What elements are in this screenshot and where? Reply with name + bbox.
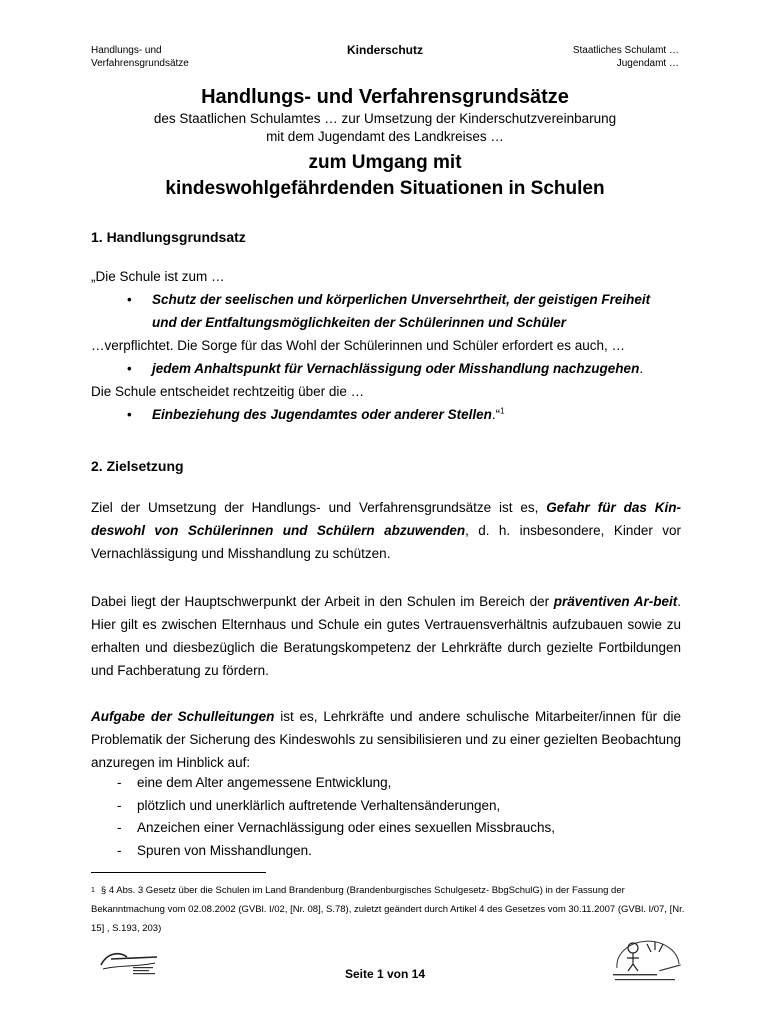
document-subtitle-line1: des Staatlichen Schulamtes … zur Umsetzung der Kinderschutzvereinbarung [153, 111, 617, 126]
p3-text-b: ist es, Lehrkräfte und andere schulische Mitarbeiter/innen für die Problematik der Sicherung des Kindeswohls zu sensibilisieren und zu einer gezielten Beobachtung anzuregen im Hinblick auf: [91, 709, 681, 770]
list-item: - Spuren von Misshandlungen. [117, 842, 312, 858]
bullet-marker: • [127, 407, 132, 422]
footnote [91, 881, 685, 938]
header-center: Kinderschutz [346, 43, 423, 57]
header-left-line2: Verfahrensgrundsätze [91, 58, 189, 69]
bullet1-line1: Schutz der seelischen und körperlichen Unversehrtheit, der geistigen Freiheit [152, 292, 651, 307]
header-right [573, 44, 679, 70]
footnote-mark: 1 [91, 887, 95, 894]
section2-paragraph-2 [91, 590, 681, 682]
bullet2-text: jedem Anhaltspunkt für Vernachlässigung oder Misshandlung nachzugehen [152, 361, 640, 376]
bullet3-text: Einbeziehung des Jugendamtes oder anderer Stellen [152, 407, 492, 422]
p1-text-c: , d. h. insbesondere, Kinder vor Vernachlässigung und Misshandlung zu schützen. [91, 523, 681, 561]
p2-text-c: . Hier gilt es zwischen Elternhaus und Schule ein gutes Vertrauensverhältnis aufzubauen sowie zu erhalten und diesbezüglich die Beratungskompetenz der Lehrkräfte durch gezielte Fortbildungen und Fachberatung zu fördern. [91, 594, 682, 678]
bullet-marker: • [127, 292, 132, 307]
school-seal-icon [607, 938, 687, 986]
section1-body [91, 265, 681, 426]
section-zielsetzung [91, 458, 681, 474]
p1-emphasis: Gefahr für das Kin-deswohl von Schülerinnen und Schülern abzuwenden [91, 500, 681, 538]
p2-emphasis: präventiven Ar-beit [553, 594, 678, 609]
section1-text3: Die Schule entscheidet rechtzeitig über die … [91, 384, 365, 399]
list-item: - plötzlich und unerklärlich auftretende Verhaltensänderungen, [117, 797, 501, 813]
section1-bullet-2 [91, 357, 681, 380]
bullet-marker: • [127, 361, 132, 376]
bullet2-end: . [639, 361, 644, 376]
p1-text-a: Ziel der Umsetzung der Handlungs- und Verfahrensgrundsätze ist es, [91, 500, 547, 515]
page-number: Seite 1 von 14 [344, 967, 426, 981]
section-handlungsgrundsatz [91, 229, 681, 245]
p3-emphasis: Aufgabe der Schulleitungen [91, 709, 275, 724]
section2-paragraph-3 [91, 705, 681, 774]
footnote-reference[interactable]: 1 [500, 406, 505, 416]
p2-text-a: Dabei liegt der Hauptschwerpunkt der Arbeit in den Schulen im Bereich der [91, 594, 554, 609]
document-title: Handlungs- und Verfahrensgrundsätze [201, 86, 569, 108]
list-item: - Anzeichen einer Vernachlässigung oder eines sexuellen Missbrauchs, [117, 820, 555, 835]
section2-list [91, 772, 681, 862]
section2-paragraph-1 [91, 496, 681, 565]
section1-bullet-1 [91, 288, 681, 334]
header-right-line1: Staatliches Schulamt … [572, 45, 679, 56]
document-subtitle-line2: mit dem Jugendamt des Landkreises … [266, 129, 504, 144]
document-headline-line2: kindeswohlgefährdenden Situationen in Schulen [165, 178, 605, 199]
section1-intro: „Die Schule ist zum … [91, 269, 225, 284]
bullet1-line2: und der Entfaltungsmöglichkeiten der Schülerinnen und Schüler [152, 315, 567, 330]
footnote-text: § 4 Abs. 3 Gesetz über die Schulen im Land Brandenburg (Brandenburgisches Schulgesetz- BbgSchulG) in der Fassung der Bekanntmachung vom 02.08.2002 (GVBl. I/02, [Nr. 08], S.78), zuletzt geändert durch Artikel 4 des Gesetzes vom 30.11.2007 (GVBl. I/07, [Nr. 15] , S.193, 203) [91, 885, 685, 934]
document-headline [70, 150, 700, 202]
section1-heading: 1. Handlungsgrundsatz [91, 229, 246, 245]
list-item: - eine dem Alter angemessene Entwicklung, [117, 775, 392, 790]
header-right-line2: Jugendamt … [616, 58, 679, 69]
title-block [70, 84, 700, 202]
header-left-line1: Handlungs- und [91, 45, 162, 56]
document-headline-line1: zum Umgang mit [308, 152, 462, 173]
section1-bullet-3 [91, 403, 681, 426]
section1-text2: …verpflichtet. Die Sorge für das Wohl der Schülerinnen und Schüler erfordert es auch, … [91, 338, 626, 353]
section2-heading: 2. Zielsetzung [91, 458, 184, 474]
footnote-divider [91, 872, 266, 873]
bullet3-end: .“ [491, 407, 501, 422]
